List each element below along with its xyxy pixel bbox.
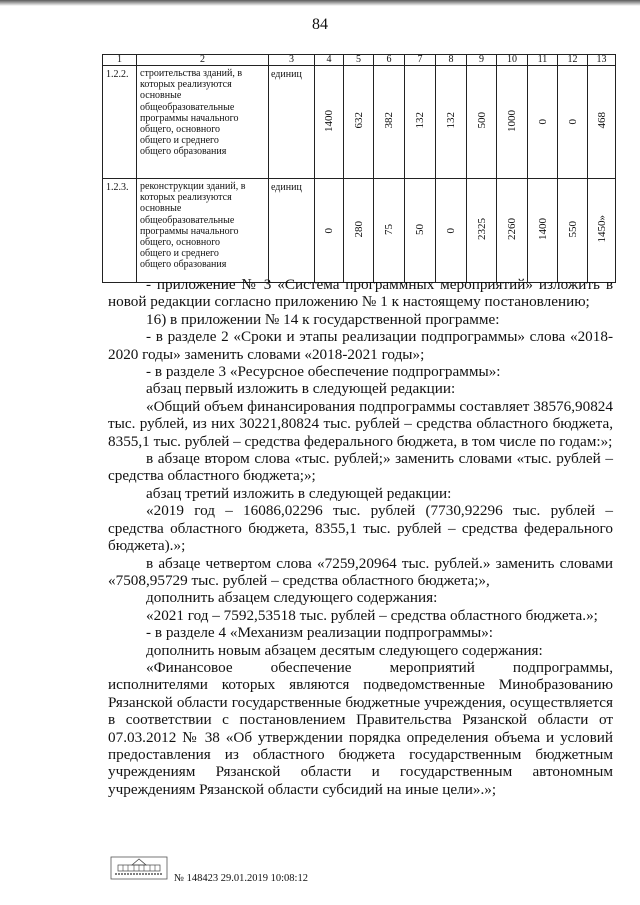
value-text: 1000 xyxy=(506,109,518,132)
description-line: строительства зданий, в xyxy=(140,68,243,79)
header-cell: 2 xyxy=(137,55,269,66)
value-text: 632 xyxy=(352,112,365,129)
document-body xyxy=(108,276,613,798)
description-line: общего, основного xyxy=(140,124,221,136)
value-text: 550 xyxy=(566,220,579,238)
value-cell xyxy=(558,66,588,179)
header-cell: 1 xyxy=(103,55,137,66)
paragraph: «2019 год – 16086,02296 тыс. рублей (7730,92296 тыс. рублей – средства областного бюджета, 8355,1 тыс. рублей – средства федерального бюджета).»; xyxy=(108,502,613,555)
description-line: которых реализуются xyxy=(140,192,232,204)
value-text: 1400 xyxy=(536,218,549,240)
value-cell xyxy=(374,66,405,179)
value-cell xyxy=(315,179,344,283)
value-text: 132 xyxy=(445,112,457,129)
value-cell xyxy=(528,66,558,179)
table-header-row xyxy=(103,55,616,66)
value-text: 0 xyxy=(566,119,579,125)
paragraph: «2021 год – 7592,53518 тыс. рублей – средства областного бюджета.»; xyxy=(146,606,598,624)
value-cell xyxy=(344,66,374,179)
header-cell: 11 xyxy=(528,55,558,66)
paragraph: абзац первый изложить в следующей редакции: xyxy=(146,380,456,398)
value-text: 382 xyxy=(383,112,395,129)
paragraph: - приложение № 3 «Система программных мероприятий» изложить в новой редакции согласно приложению № 1 к настоящему постановлению; xyxy=(108,276,613,311)
value-cell xyxy=(588,179,616,283)
description-line: общеобразовательные xyxy=(140,101,235,113)
paragraph: дополнить абзацем следующего содержания: xyxy=(146,589,438,607)
value-text: 50 xyxy=(414,223,426,235)
value-text: 1450» xyxy=(595,215,608,243)
description-line: программы начального xyxy=(140,225,239,237)
header-cell: 8 xyxy=(436,55,467,66)
table-row xyxy=(103,66,616,179)
value-text: 0 xyxy=(323,227,335,233)
row-unit: единиц xyxy=(269,179,315,283)
description-line: основные xyxy=(140,203,182,215)
description-line: общего образования xyxy=(140,146,227,158)
header-cell: 4 xyxy=(315,55,344,66)
value-cell xyxy=(374,179,405,283)
header-cell: 10 xyxy=(497,55,528,66)
value-text: 1400 xyxy=(323,109,335,132)
value-cell xyxy=(405,66,436,179)
value-text: 75 xyxy=(383,223,395,235)
description-line: которых реализуются xyxy=(140,79,232,91)
value-text: 500 xyxy=(475,112,488,129)
page-number: 84 xyxy=(312,16,328,33)
row-description xyxy=(137,66,269,179)
description-line: программы начального xyxy=(140,112,239,124)
program-table xyxy=(102,54,616,283)
value-cell xyxy=(558,179,588,283)
value-cell xyxy=(436,179,467,283)
value-cell xyxy=(315,66,344,179)
row-code: 1.2.2. xyxy=(103,66,137,179)
value-cell xyxy=(588,66,616,179)
paragraph: в абзаце втором слова «тыс. рублей;» заменить словами «тыс. рублей – средства областного бюджета;»; xyxy=(108,450,613,485)
description-line: общеобразовательные xyxy=(140,214,235,226)
value-cell xyxy=(497,66,528,179)
header-cell: 3 xyxy=(269,55,315,66)
row-description xyxy=(137,179,269,283)
row-unit: единиц xyxy=(269,66,315,179)
header-cell: 12 xyxy=(558,55,588,66)
value-cell xyxy=(405,179,436,283)
printing-house-stamp-icon xyxy=(110,856,168,880)
row-code: 1.2.3. xyxy=(103,179,137,283)
scan-edge xyxy=(0,0,640,6)
header-cell: 13 xyxy=(588,55,616,66)
description-line: общего и среднего xyxy=(140,248,219,260)
paragraph: - в разделе 4 «Механизм реализации подпрограммы»: xyxy=(146,624,494,642)
paragraph: - в разделе 3 «Ресурсное обеспечение подпрограммы»: xyxy=(146,363,501,381)
paragraph: - в разделе 2 «Сроки и этапы реализации подпрограммы» слова «2018-2020 годы» заменить словами «2018-2021 годы»; xyxy=(108,328,613,363)
paragraph: 16) в приложении № 14 к государственной программе: xyxy=(146,310,500,328)
header-cell: 7 xyxy=(405,55,436,66)
value-cell xyxy=(497,179,528,283)
value-text: 0 xyxy=(536,119,549,125)
description-line: общего и среднего xyxy=(140,135,219,147)
document-code: № 148423 29.01.2019 10:08:12 xyxy=(174,873,308,884)
paragraph: «Общий объем финансирования подпрограммы составляет 38576,90824 тыс. рублей, из них 30221,80824 тыс. рублей – средства областного бюджета, 8355,1 тыс. рублей – средства федерального бюджета, в том числе по годам:»; xyxy=(108,397,613,450)
header-cell: 5 xyxy=(344,55,374,66)
value-cell xyxy=(436,66,467,179)
header-cell: 6 xyxy=(374,55,405,66)
value-text: 132 xyxy=(414,112,426,129)
value-text: 468 xyxy=(595,112,608,129)
value-text: 0 xyxy=(445,227,457,233)
paragraph: «Финансовое обеспечение мероприятий подпрограммы, исполнителями которых являются подведомственные Минобразованию Рязанской области государственные бюджетные учреждения, осуществляется в соответствии с постановлением Правительства Рязанской области от 07.03.2012 № 38 «Об утверждении порядка определения объема и условий предоставления из областного бюджета государственным бюджетным учреждениям Рязанской области и государственным автономным учреждениям Рязанской области субсидий на иные цели».»; xyxy=(108,658,613,798)
description-line: основные xyxy=(140,90,182,102)
value-cell xyxy=(467,179,497,283)
paragraph: дополнить новым абзацем десятым следующего содержания: xyxy=(146,641,543,659)
description-line: общего, основного xyxy=(140,237,221,249)
value-cell xyxy=(528,179,558,283)
value-text: 2325 xyxy=(475,218,488,240)
description-line: реконструкции зданий, в xyxy=(140,181,246,192)
paragraph: в абзаце четвертом слова «7259,20964 тыс. рублей.» заменить словами «7508,95729 тыс. рублей – средства областного бюджета;», xyxy=(108,554,613,589)
value-cell xyxy=(344,179,374,283)
paragraph: абзац третий изложить в следующей редакции: xyxy=(146,484,452,502)
value-text: 280 xyxy=(352,220,365,238)
table-row xyxy=(103,179,616,283)
description-line: общего образования xyxy=(140,259,227,271)
value-text: 2260 xyxy=(506,218,518,240)
value-cell xyxy=(467,66,497,179)
header-cell: 9 xyxy=(467,55,497,66)
